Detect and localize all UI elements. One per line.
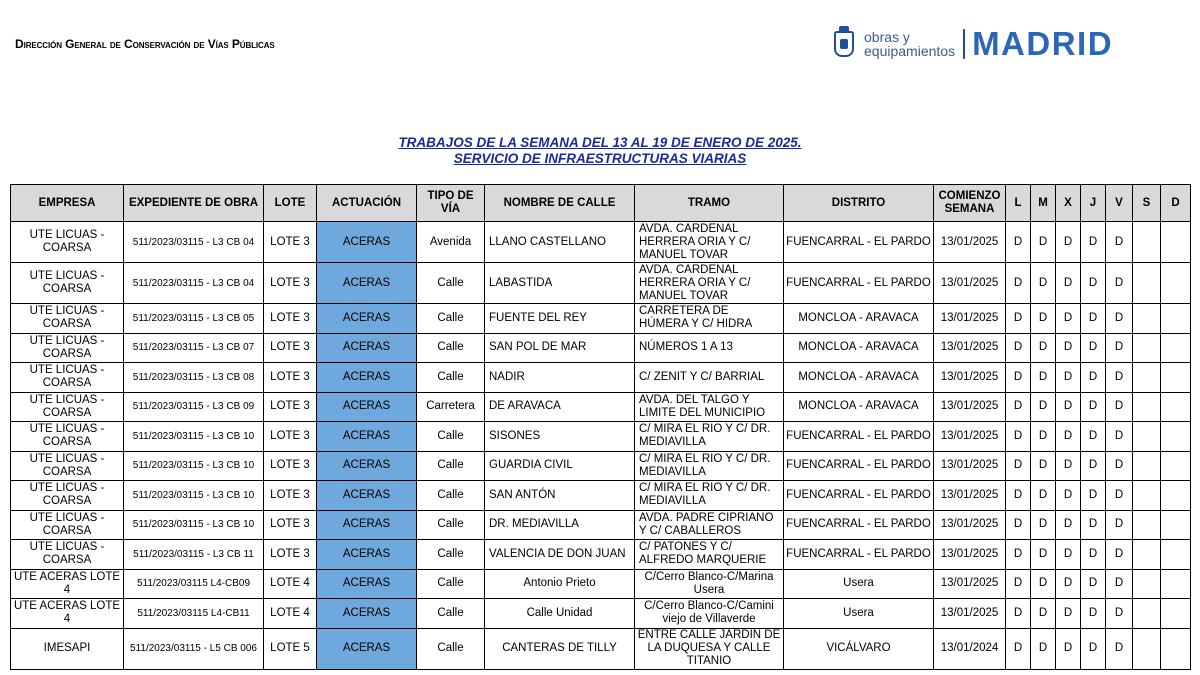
col-s-cell	[1133, 392, 1161, 422]
col-d-cell	[1161, 333, 1191, 363]
col-comienzo-cell: 13/01/2025	[934, 304, 1006, 334]
col-x-cell: D	[1056, 510, 1081, 540]
col-comienzo-cell: 13/01/2024	[934, 628, 1006, 669]
col-x-cell: D	[1056, 392, 1081, 422]
col-l-cell: D	[1006, 599, 1031, 629]
col-l-cell: D	[1006, 392, 1031, 422]
col-m-cell: D	[1031, 363, 1056, 393]
col-expediente-cell: 511/2023/03115 - L3 CB 10	[124, 451, 264, 481]
col-distrito-cell: Usera	[784, 569, 934, 599]
table-row	[11, 363, 1191, 393]
col-actuacion-cell: ACERAS	[317, 263, 417, 304]
madrid-logo	[834, 27, 1113, 61]
col-m-cell: D	[1031, 510, 1056, 540]
col-lote-cell: LOTE 3	[264, 333, 317, 363]
col-tipo-via-cell: Calle	[417, 569, 485, 599]
col-nombre-calle-cell: FUENTE DEL REY	[485, 304, 635, 334]
col-lote-cell: LOTE 5	[264, 628, 317, 669]
col-x-cell: D	[1056, 333, 1081, 363]
col-j-cell: D	[1081, 363, 1106, 393]
col-lote-cell: LOTE 3	[264, 222, 317, 263]
col-d-cell	[1161, 510, 1191, 540]
col-tramo-cell: C/Cerro Blanco-C/Camini viejo de Villaverde	[635, 599, 784, 629]
col-nombre-calle-cell: LLANO CASTELLANO	[485, 222, 635, 263]
col-j-cell: D	[1081, 510, 1106, 540]
logo-sub-line1: obras y	[864, 29, 910, 45]
col-s-cell	[1133, 304, 1161, 334]
page-title: TRABAJOS DE LA SEMANA DEL 13 AL 19 DE ENERO DE 2025.	[398, 135, 802, 150]
col-empresa-cell: UTE ACERAS LOTE 4	[11, 569, 124, 599]
col-expediente-cell: 511/2023/03115 - L3 CB 04	[124, 222, 264, 263]
col-lote-cell: LOTE 3	[264, 263, 317, 304]
col-expediente-cell: 511/2023/03115 - L3 CB 10	[124, 510, 264, 540]
col-j-cell: D	[1081, 304, 1106, 334]
col-distrito-cell: MONCLOA - ARAVACA	[784, 392, 934, 422]
col-nombre-calle-cell: GUARDIA CIVIL	[485, 451, 635, 481]
logo-divider	[963, 29, 965, 59]
col-tipo-via-cell: Calle	[417, 422, 485, 452]
col-actuacion-cell: ACERAS	[317, 363, 417, 393]
col-comienzo-cell: 13/01/2025	[934, 599, 1006, 629]
col-s-cell	[1133, 222, 1161, 263]
table-row	[11, 422, 1191, 452]
col-tipo-via-cell: Carretera	[417, 392, 485, 422]
col-s-cell	[1133, 363, 1161, 393]
col-tipo-via-cell: Calle	[417, 451, 485, 481]
table-body	[11, 222, 1191, 670]
col-expediente-cell: 511/2023/03115 - L3 CB 04	[124, 263, 264, 304]
col-l-cell: D	[1006, 304, 1031, 334]
col-empresa-cell: UTE LICUAS - COARSA	[11, 540, 124, 570]
col-actuacion-cell: ACERAS	[317, 599, 417, 629]
col-j-cell: D	[1081, 451, 1106, 481]
col-empresa-cell: IMESAPI	[11, 628, 124, 669]
col-tipo-via-cell: Calle	[417, 263, 485, 304]
col-j-cell: D	[1081, 222, 1106, 263]
col-v-header: V	[1106, 185, 1133, 222]
col-v-cell: D	[1106, 422, 1133, 452]
col-j-cell: D	[1081, 569, 1106, 599]
col-j-cell: D	[1081, 628, 1106, 669]
col-empresa-header: EMPRESA	[11, 185, 124, 222]
col-m-cell: D	[1031, 222, 1056, 263]
table-row	[11, 569, 1191, 599]
col-j-cell: D	[1081, 540, 1106, 570]
col-tramo-cell: AVDA. PADRE CIPRIANO Y C/ CABALLEROS	[635, 510, 784, 540]
col-x-header: X	[1056, 185, 1081, 222]
col-j-cell: D	[1081, 422, 1106, 452]
col-x-cell: D	[1056, 363, 1081, 393]
col-tramo-cell: C/ MIRA EL RIO Y C/ DR. MEDIAVILLA	[635, 481, 784, 511]
col-comienzo-cell: 13/01/2025	[934, 363, 1006, 393]
col-expediente-cell: 511/2023/03115 - L3 CB 07	[124, 333, 264, 363]
col-comienzo-cell: 13/01/2025	[934, 481, 1006, 511]
col-tramo-cell: AVDA. DEL TALGO Y LIMITE DEL MUNICIPIO	[635, 392, 784, 422]
col-s-cell	[1133, 451, 1161, 481]
logo-city: MADRID	[972, 25, 1114, 62]
col-m-cell: D	[1031, 304, 1056, 334]
table-header-row	[11, 185, 1191, 222]
col-tipo-via-cell: Calle	[417, 333, 485, 363]
col-tipo-via-cell: Calle	[417, 628, 485, 669]
col-lote-header: LOTE	[264, 185, 317, 222]
col-lote-cell: LOTE 3	[264, 392, 317, 422]
col-actuacion-cell: ACERAS	[317, 222, 417, 263]
col-tipo-via-cell: Calle	[417, 363, 485, 393]
col-v-cell: D	[1106, 304, 1133, 334]
col-m-cell: D	[1031, 422, 1056, 452]
col-lote-cell: LOTE 3	[264, 451, 317, 481]
col-comienzo-cell: 13/01/2025	[934, 510, 1006, 540]
col-nombre-calle-cell: SAN ANTÓN	[485, 481, 635, 511]
col-m-cell: D	[1031, 540, 1056, 570]
col-l-cell: D	[1006, 422, 1031, 452]
col-x-cell: D	[1056, 599, 1081, 629]
col-actuacion-cell: ACERAS	[317, 628, 417, 669]
col-l-cell: D	[1006, 481, 1031, 511]
col-tramo-cell: C/Cerro Blanco-C/Marina Usera	[635, 569, 784, 599]
col-empresa-cell: UTE LICUAS - COARSA	[11, 222, 124, 263]
col-x-cell: D	[1056, 304, 1081, 334]
table-row	[11, 304, 1191, 334]
col-distrito-cell: FUENCARRAL - EL PARDO	[784, 540, 934, 570]
col-expediente-cell: 511/2023/03115 L4-CB11	[124, 599, 264, 629]
col-tipo-via-cell: Calle	[417, 540, 485, 570]
col-l-cell: D	[1006, 451, 1031, 481]
col-l-header: L	[1006, 185, 1031, 222]
col-empresa-cell: UTE LICUAS - COARSA	[11, 304, 124, 334]
col-comienzo-cell: 13/01/2025	[934, 392, 1006, 422]
col-d-cell	[1161, 304, 1191, 334]
col-expediente-cell: 511/2023/03115 - L3 CB 09	[124, 392, 264, 422]
col-m-header: M	[1031, 185, 1056, 222]
col-l-cell: D	[1006, 628, 1031, 669]
col-x-cell: D	[1056, 540, 1081, 570]
col-actuacion-cell: ACERAS	[317, 451, 417, 481]
col-tramo-cell: NÚMEROS 1 A 13	[635, 333, 784, 363]
table-row	[11, 451, 1191, 481]
col-l-cell: D	[1006, 569, 1031, 599]
col-empresa-cell: UTE LICUAS - COARSA	[11, 363, 124, 393]
col-m-cell: D	[1031, 263, 1056, 304]
col-tramo-cell: CARRETERA DE HÚMERA Y C/ HIDRA	[635, 304, 784, 334]
col-v-cell: D	[1106, 481, 1133, 511]
col-s-cell	[1133, 333, 1161, 363]
col-empresa-cell: UTE LICUAS - COARSA	[11, 333, 124, 363]
col-d-header: D	[1161, 185, 1191, 222]
col-expediente-cell: 511/2023/03115 - L3 CB 08	[124, 363, 264, 393]
col-v-cell: D	[1106, 333, 1133, 363]
col-s-cell	[1133, 628, 1161, 669]
col-expediente-cell: 511/2023/03115 - L3 CB 10	[124, 481, 264, 511]
page-subtitle: SERVICIO DE INFRAESTRUCTURAS VIARIAS	[453, 151, 747, 166]
col-expediente-cell: 511/2023/03115 - L3 CB 10	[124, 422, 264, 452]
col-tramo-cell: C/ MIRA EL RIO Y C/ DR. MEDIAVILLA	[635, 422, 784, 452]
col-nombre-calle-cell: Calle Unidad	[485, 599, 635, 629]
col-nombre-calle-cell: DR. MEDIAVILLA	[485, 510, 635, 540]
col-d-cell	[1161, 263, 1191, 304]
col-x-cell: D	[1056, 222, 1081, 263]
col-nombre-calle-cell: SISONES	[485, 422, 635, 452]
col-comienzo-cell: 13/01/2025	[934, 263, 1006, 304]
col-x-cell: D	[1056, 422, 1081, 452]
col-m-cell: D	[1031, 599, 1056, 629]
col-v-cell: D	[1106, 451, 1133, 481]
org-name: Dirección General de Conservación de Vías Públicas	[15, 37, 275, 51]
col-nombre-calle-cell: CANTERAS DE TILLY	[485, 628, 635, 669]
col-distrito-cell: VICÁLVARO	[784, 628, 934, 669]
col-v-cell: D	[1106, 510, 1133, 540]
col-tramo-cell: ENTRE CALLE JARDIN DE LA DUQUESA Y CALLE TITANIO	[635, 628, 784, 669]
madrid-crest-icon	[834, 31, 854, 57]
col-distrito-cell: MONCLOA - ARAVACA	[784, 304, 934, 334]
col-empresa-cell: UTE LICUAS - COARSA	[11, 263, 124, 304]
col-x-cell: D	[1056, 263, 1081, 304]
col-j-cell: D	[1081, 392, 1106, 422]
col-s-header: S	[1133, 185, 1161, 222]
col-lote-cell: LOTE 3	[264, 363, 317, 393]
table-row	[11, 392, 1191, 422]
col-d-cell	[1161, 628, 1191, 669]
col-tramo-cell: AVDA. CARDENAL HERRERA ORIA Y C/ MANUEL TOVAR	[635, 263, 784, 304]
col-comienzo-cell: 13/01/2025	[934, 540, 1006, 570]
col-m-cell: D	[1031, 628, 1056, 669]
col-comienzo-header: COMIENZO SEMANA	[934, 185, 1006, 222]
col-s-cell	[1133, 569, 1161, 599]
col-distrito-cell: MONCLOA - ARAVACA	[784, 333, 934, 363]
col-d-cell	[1161, 599, 1191, 629]
col-actuacion-cell: ACERAS	[317, 422, 417, 452]
col-nombre-calle-cell: SAN POL DE MAR	[485, 333, 635, 363]
works-table	[10, 184, 1191, 670]
col-empresa-cell: UTE LICUAS - COARSA	[11, 510, 124, 540]
col-s-cell	[1133, 510, 1161, 540]
col-v-cell: D	[1106, 222, 1133, 263]
col-tipo-via-cell: Calle	[417, 304, 485, 334]
col-distrito-cell: FUENCARRAL - EL PARDO	[784, 263, 934, 304]
col-l-cell: D	[1006, 222, 1031, 263]
col-actuacion-cell: ACERAS	[317, 540, 417, 570]
col-distrito-header: DISTRITO	[784, 185, 934, 222]
col-tramo-header: TRAMO	[635, 185, 784, 222]
col-v-cell: D	[1106, 363, 1133, 393]
col-m-cell: D	[1031, 392, 1056, 422]
col-v-cell: D	[1106, 540, 1133, 570]
col-j-cell: D	[1081, 599, 1106, 629]
logo-sub-line2: equipamientos	[864, 43, 956, 59]
col-distrito-cell: FUENCARRAL - EL PARDO	[784, 451, 934, 481]
col-m-cell: D	[1031, 481, 1056, 511]
col-v-cell: D	[1106, 392, 1133, 422]
col-d-cell	[1161, 392, 1191, 422]
col-distrito-cell: FUENCARRAL - EL PARDO	[784, 481, 934, 511]
col-expediente-cell: 511/2023/03115 - L3 CB 11	[124, 540, 264, 570]
table-row	[11, 540, 1191, 570]
col-distrito-cell: FUENCARRAL - EL PARDO	[784, 510, 934, 540]
table-row	[11, 599, 1191, 629]
col-expediente-cell: 511/2023/03115 L4-CB09	[124, 569, 264, 599]
col-expediente-cell: 511/2023/03115 - L5 CB 006	[124, 628, 264, 669]
col-s-cell	[1133, 263, 1161, 304]
col-lote-cell: LOTE 4	[264, 599, 317, 629]
col-tipo-via-cell: Calle	[417, 481, 485, 511]
col-distrito-cell: FUENCARRAL - EL PARDO	[784, 422, 934, 452]
col-actuacion-cell: ACERAS	[317, 304, 417, 334]
col-lote-cell: LOTE 3	[264, 422, 317, 452]
col-nombre-calle-cell: DE ARAVACA	[485, 392, 635, 422]
col-distrito-cell: MONCLOA - ARAVACA	[784, 363, 934, 393]
col-d-cell	[1161, 363, 1191, 393]
col-empresa-cell: UTE LICUAS - COARSA	[11, 451, 124, 481]
col-v-cell: D	[1106, 599, 1133, 629]
col-distrito-cell: Usera	[784, 599, 934, 629]
col-x-cell: D	[1056, 481, 1081, 511]
table-row	[11, 263, 1191, 304]
col-empresa-cell: UTE LICUAS - COARSA	[11, 422, 124, 452]
col-nombre-calle-cell: Antonio Prieto	[485, 569, 635, 599]
col-actuacion-cell: ACERAS	[317, 481, 417, 511]
col-actuacion-cell: ACERAS	[317, 392, 417, 422]
table-row	[11, 628, 1191, 669]
table-row	[11, 222, 1191, 263]
col-v-cell: D	[1106, 569, 1133, 599]
col-tramo-cell: AVDA. CARDENAL HERRERA ORIA Y C/ MANUEL TOVAR	[635, 222, 784, 263]
col-x-cell: D	[1056, 569, 1081, 599]
col-tipo-via-header: TIPO DE VÍA	[417, 185, 485, 222]
col-actuacion-cell: ACERAS	[317, 510, 417, 540]
col-lote-cell: LOTE 3	[264, 481, 317, 511]
col-tramo-cell: C/ ZENIT Y C/ BARRIAL	[635, 363, 784, 393]
col-x-cell: D	[1056, 628, 1081, 669]
col-j-cell: D	[1081, 263, 1106, 304]
col-l-cell: D	[1006, 263, 1031, 304]
table-row	[11, 481, 1191, 511]
col-l-cell: D	[1006, 510, 1031, 540]
table-row	[11, 333, 1191, 363]
col-l-cell: D	[1006, 333, 1031, 363]
col-nombre-calle-cell: LABASTIDA	[485, 263, 635, 304]
col-m-cell: D	[1031, 451, 1056, 481]
col-d-cell	[1161, 569, 1191, 599]
col-lote-cell: LOTE 3	[264, 540, 317, 570]
col-nombre-calle-cell: VALENCIA DE DON JUAN	[485, 540, 635, 570]
col-s-cell	[1133, 422, 1161, 452]
col-m-cell: D	[1031, 569, 1056, 599]
col-j-header: J	[1081, 185, 1106, 222]
col-d-cell	[1161, 222, 1191, 263]
col-comienzo-cell: 13/01/2025	[934, 569, 1006, 599]
col-tipo-via-cell: Calle	[417, 510, 485, 540]
col-actuacion-cell: ACERAS	[317, 333, 417, 363]
col-s-cell	[1133, 599, 1161, 629]
col-d-cell	[1161, 481, 1191, 511]
col-x-cell: D	[1056, 451, 1081, 481]
logo-subtitle	[864, 30, 955, 58]
col-empresa-cell: UTE ACERAS LOTE 4	[11, 599, 124, 629]
col-l-cell: D	[1006, 363, 1031, 393]
col-expediente-header: EXPEDIENTE DE OBRA	[124, 185, 264, 222]
col-distrito-cell: FUENCARRAL - EL PARDO	[784, 222, 934, 263]
col-s-cell	[1133, 481, 1161, 511]
col-j-cell: D	[1081, 333, 1106, 363]
col-comienzo-cell: 13/01/2025	[934, 333, 1006, 363]
col-empresa-cell: UTE LICUAS - COARSA	[11, 481, 124, 511]
col-expediente-cell: 511/2023/03115 - L3 CB 05	[124, 304, 264, 334]
col-empresa-cell: UTE LICUAS - COARSA	[11, 392, 124, 422]
col-l-cell: D	[1006, 540, 1031, 570]
col-comienzo-cell: 13/01/2025	[934, 222, 1006, 263]
col-actuacion-header: ACTUACIÓN	[317, 185, 417, 222]
table-row	[11, 510, 1191, 540]
col-d-cell	[1161, 451, 1191, 481]
col-j-cell: D	[1081, 481, 1106, 511]
col-s-cell	[1133, 540, 1161, 570]
col-d-cell	[1161, 422, 1191, 452]
col-lote-cell: LOTE 3	[264, 510, 317, 540]
col-tipo-via-cell: Avenida	[417, 222, 485, 263]
col-d-cell	[1161, 540, 1191, 570]
col-tramo-cell: C/ PATONES Y C/ ALFREDO MARQUERIE	[635, 540, 784, 570]
col-v-cell: D	[1106, 263, 1133, 304]
col-lote-cell: LOTE 4	[264, 569, 317, 599]
col-comienzo-cell: 13/01/2025	[934, 451, 1006, 481]
col-tramo-cell: C/ MIRA EL RIO Y C/ DR. MEDIAVILLA	[635, 451, 784, 481]
col-lote-cell: LOTE 3	[264, 304, 317, 334]
col-m-cell: D	[1031, 333, 1056, 363]
col-nombre-calle-cell: NADIR	[485, 363, 635, 393]
col-tipo-via-cell: Calle	[417, 599, 485, 629]
col-v-cell: D	[1106, 628, 1133, 669]
col-nombre-calle-header: NOMBRE DE CALLE	[485, 185, 635, 222]
col-actuacion-cell: ACERAS	[317, 569, 417, 599]
col-comienzo-cell: 13/01/2025	[934, 422, 1006, 452]
